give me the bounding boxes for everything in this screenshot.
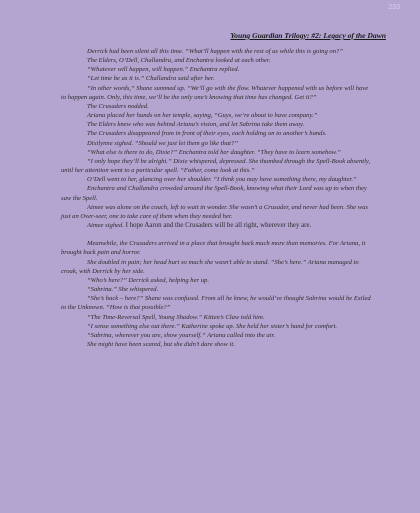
chapter-body xyxy=(61,47,374,349)
page-number: 233 xyxy=(388,4,400,11)
paragraph: The Elders knew who was behind Ariana’s vision, and let Sabrina take them away. xyxy=(87,121,305,129)
paragraph: Derrick had been silent all this time. “What’ll happen with the rest of us while this is going on?” xyxy=(87,48,343,55)
paragraph: She might have been scared, but she didn’t dare show it. xyxy=(87,340,235,348)
paragraph: She doubled in pain; her head hurt so much she wasn’t able to stand. “She’s here.” Ariana managed to croak, with Derrick by her side. xyxy=(61,258,359,275)
paragraph: The Crusaders disappeared from in front of their eyes, each holding on to another’s hands. xyxy=(87,130,327,138)
paragraph: “Who’s here?” Derrick asked, helping her up. xyxy=(87,276,209,284)
paragraph: Aimee was alone on the couch, left to wait in wonder. She wasn’t a Crusader, and never had been. She was just an Over-seer, one to take care of them when they needed her. xyxy=(61,203,368,220)
paragraph: “She’s back – here?” Shane was confused. From all he knew, he would’ve thought Sabrina would be Exiled to the Unknown. “How is that possible?” xyxy=(61,295,371,312)
paragraph: The Crusaders nodded. xyxy=(87,102,149,110)
paragraph: “The Time-Reversal Spell, Young Shadow.” Kitten’s Claw told him. xyxy=(87,313,265,321)
paragraph: “Let time be as it is.” Challandra said after her. xyxy=(87,75,215,83)
scene-break xyxy=(61,230,374,239)
paragraph: Ariana placed her hands on her temple, saying, “Guys, we’re about to have company.” xyxy=(87,112,318,120)
paragraph: “Sabrina, wherever you are, show yourself.” Ariana called into the air. xyxy=(87,331,276,339)
paragraph: “In other words,” Shane summed up. “We’ll go with the flow. Whatever happened with us before will have to happen again. Only, this time, we’ll be the only one’s knowing that time has changed. Get it?” xyxy=(61,84,369,101)
paragraph: Enchantra and Challandra crowded around the Spell-Book, knowing what their Lord was up to when they saw the Spell. xyxy=(61,185,367,202)
paragraph: “Whatever will happen, will happen.” Enchantra replied. xyxy=(87,66,240,74)
paragraph: “I only hope they’ll be alright.” Dixie whispered, depressed. She thumbed through the Spell-Book absently, until her attention went to a particular spell. “Father, come look at this.” xyxy=(61,157,371,175)
paragraph: Dixilynne sighed. “Should we just let them go like that?” xyxy=(87,139,238,147)
paragraph: O’Dell went to her, glancing over her shoulder. “I think you may have something there, my daughter.” xyxy=(87,176,357,184)
paragraph-mixed xyxy=(61,221,374,230)
paragraph: Meanwhile, the Crusaders arrived in a place that brought back much more than memories. For Ariana, it brought back pain and horror. xyxy=(61,240,366,257)
paragraph: “What else is there to do, Dixie?” Enchantra told her daughter. “They have to learn somehow.” xyxy=(87,148,341,156)
normal-text: I hope Aaron and the Crusaders will be all right, wherever they are. xyxy=(125,221,312,229)
paragraph: “Sabrina.” She whispered. xyxy=(87,286,159,294)
running-header: Young Guardian Trilogy: #2: Legacy of the Dawn xyxy=(230,31,386,40)
paragraph: “I sense something else out there.” Katherine spoke up. She held her sister’s hand for comfort. xyxy=(87,322,338,330)
paragraph: The Elders, O’Dell, Challandra, and Enchantra looked at each other. xyxy=(87,57,271,65)
italic-text: Aimee sighed. xyxy=(87,221,124,229)
